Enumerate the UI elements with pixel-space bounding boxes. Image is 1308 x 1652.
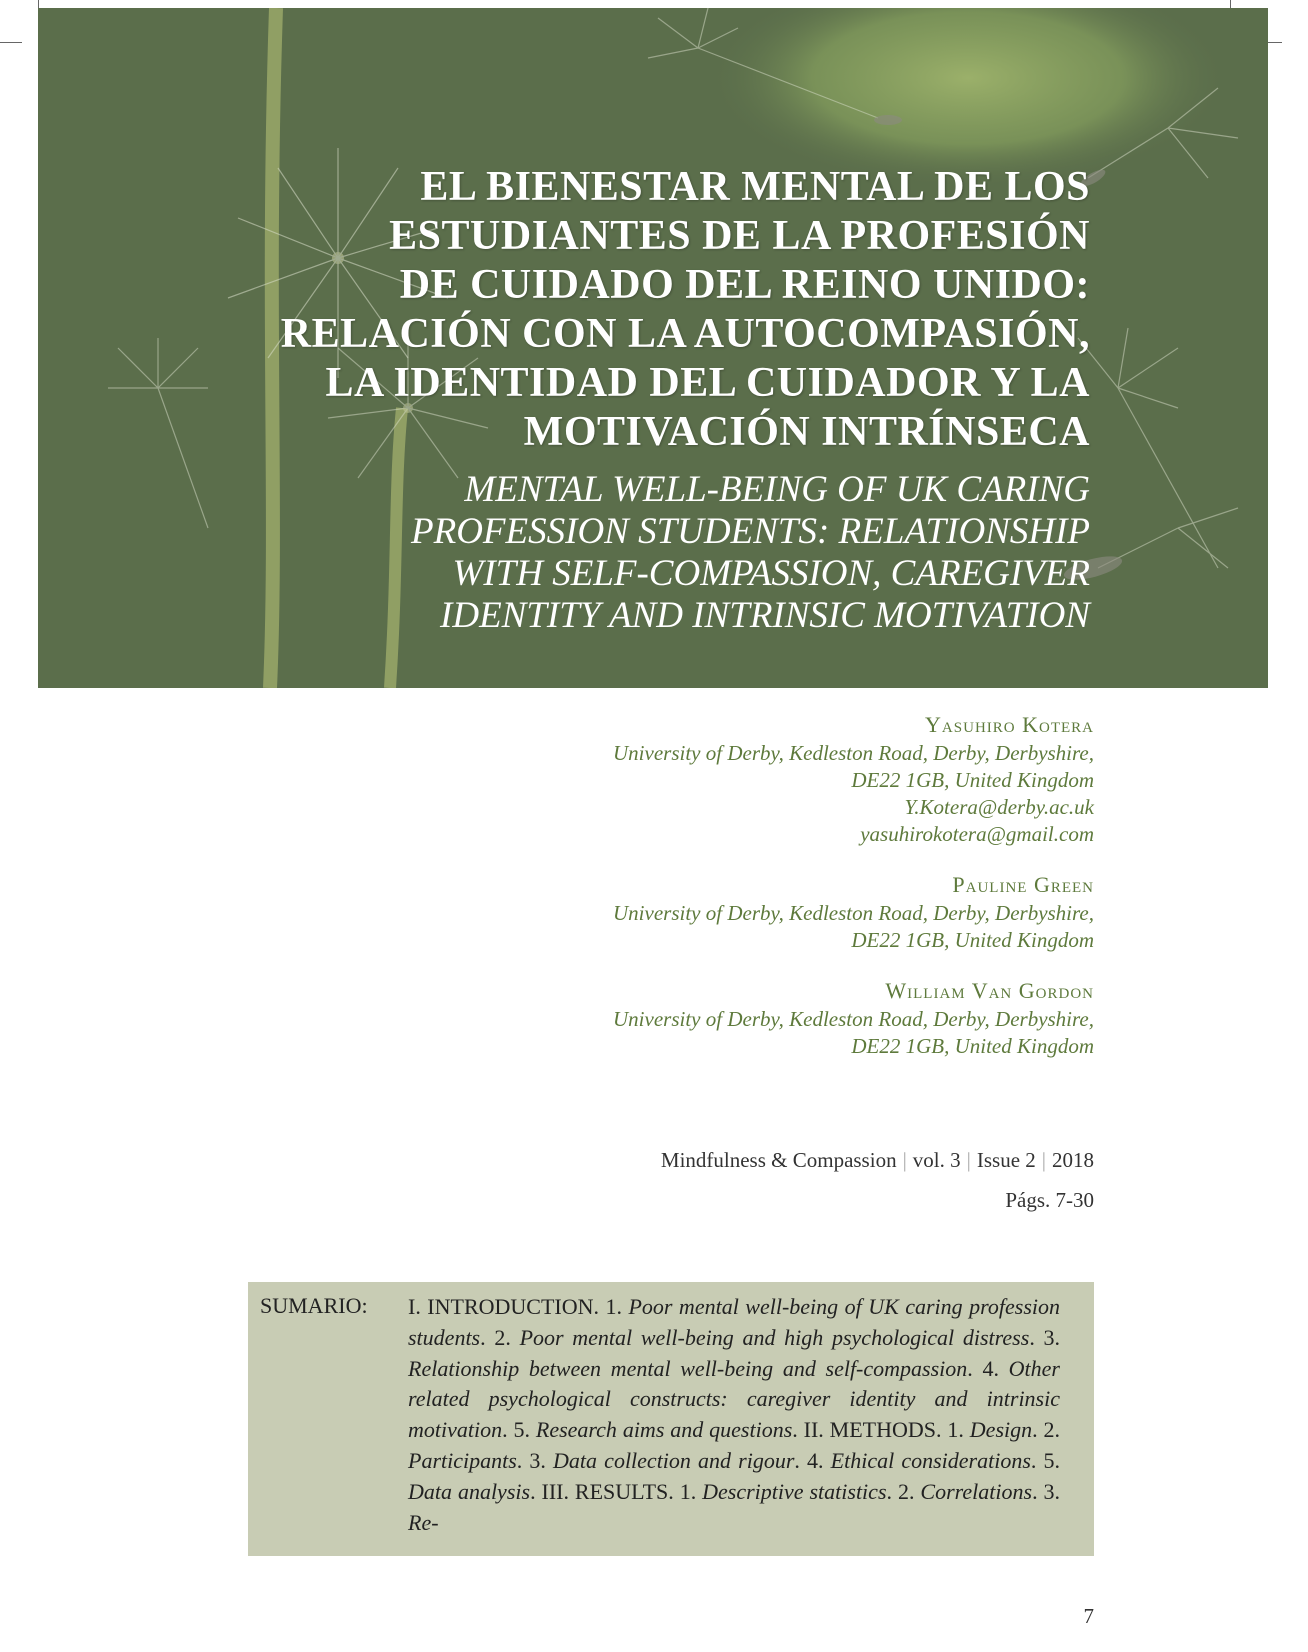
summary-item-title: Design: [969, 1417, 1033, 1443]
summary-item-number: . 4.: [967, 1355, 1009, 1381]
journal-issue: Issue 2: [976, 1148, 1036, 1172]
email-link[interactable]: Y.Kotera@derby.ac.uk: [904, 795, 1094, 819]
summary-item-title: Re-: [408, 1509, 439, 1535]
title-spanish: [130, 163, 1090, 457]
title-line: IDENTITY AND INTRINSIC MOTIVATION: [440, 595, 1090, 636]
separator: |: [902, 1148, 907, 1172]
page-number: 7: [1083, 1604, 1094, 1628]
summary-item-title: Correlations: [920, 1478, 1033, 1504]
author-list: [394, 710, 1094, 1082]
title-line: ESTUDIANTES DE LA PROFESIÓN: [389, 213, 1090, 259]
journal-citation: [661, 1148, 1094, 1173]
summary-item-title: Data collection and rigour: [553, 1447, 795, 1473]
summary-item-number: . 3.: [516, 1447, 554, 1473]
affiliation-line: University of Derby, Kedleston Road, Derby, Derbyshire,: [613, 741, 1094, 765]
affiliation-line: University of Derby, Kedleston Road, Derby, Derbyshire,: [613, 901, 1094, 925]
title-line: WITH SELF-COMPASSION, CAREGIVER: [452, 553, 1090, 594]
affiliation-line: DE22 1GB, United Kingdom: [851, 1034, 1094, 1058]
summary-item-number: . 3.: [1032, 1478, 1061, 1504]
summary-item-number: . 3.: [1029, 1324, 1061, 1350]
summary-item-title: Descriptive statistics: [702, 1478, 887, 1504]
summary-item-title: Research aims and questions: [535, 1417, 793, 1443]
summary-item-title: Relationship between mental well-being and self-compassion: [408, 1355, 968, 1381]
title-line: RELACIÓN CON LA AUTOCOMPASIÓN,: [280, 311, 1090, 357]
email-link[interactable]: yasuhirokotera@gmail.com: [860, 822, 1094, 846]
summary-item-number: . 5.: [1030, 1447, 1061, 1473]
title-line: LA IDENTIDAD DEL CUIDADOR Y LA: [325, 360, 1090, 406]
author-name: Pauline Green: [952, 872, 1094, 897]
crop-mark: [0, 42, 22, 43]
journal-name: Mindfulness & Compassion: [660, 1148, 897, 1172]
summary-box: [248, 1282, 1094, 1556]
summary-item-number: I. INTRODUCTION. 1.: [408, 1294, 629, 1319]
title-english: [130, 469, 1090, 637]
summary-item-title: Poor mental well-being of UK caring profession students: [408, 1294, 1060, 1350]
journal-volume: vol. 3: [912, 1148, 961, 1172]
journal-year: 2018: [1052, 1148, 1094, 1172]
title-banner: [38, 8, 1268, 688]
article-titles: [130, 163, 1090, 637]
summary-item-number: . 2.: [480, 1324, 520, 1350]
summary-item-title: Ethical considerations: [830, 1447, 1031, 1473]
summary-item-number: . II. METHODS. 1.: [792, 1417, 970, 1443]
author-block: [394, 710, 1094, 848]
summary-item-title: Poor mental well-being and high psychological distress: [519, 1324, 1030, 1350]
title-line: MOTIVACIÓN INTRÍNSECA: [523, 409, 1090, 455]
summary-item-number: . 4.: [794, 1447, 831, 1473]
page-range: Págs. 7-30: [1005, 1188, 1094, 1212]
summary-item-title: Participants: [408, 1447, 517, 1473]
author-block: [394, 976, 1094, 1060]
title-line: PROFESSION STUDENTS: RELATIONSHIP: [411, 511, 1090, 552]
author-name: Yasuhiro Kotera: [925, 712, 1094, 737]
affiliation-line: University of Derby, Kedleston Road, Derby, Derbyshire,: [613, 1007, 1094, 1031]
separator: |: [1041, 1148, 1046, 1172]
separator: |: [966, 1148, 971, 1172]
summary-item-number: . 2.: [1032, 1417, 1061, 1443]
title-line: MENTAL WELL-BEING OF UK CARING: [464, 469, 1090, 510]
summary-text: [408, 1292, 1060, 1538]
author-name: William Van Gordon: [885, 978, 1094, 1003]
author-block: [394, 870, 1094, 954]
summary-item-number: . 5.: [502, 1417, 536, 1443]
summary-item-number: . 2.: [886, 1478, 921, 1504]
affiliation-line: DE22 1GB, United Kingdom: [851, 928, 1094, 952]
summary-item-title: Other related psychological constructs: caregiver identity and intrinsic motivation: [408, 1355, 1060, 1443]
title-line: DE CUIDADO DEL REINO UNIDO:: [399, 262, 1090, 308]
summary-item-number: . III. RESULTS. 1.: [530, 1478, 703, 1504]
summary-label: SUMARIO:: [260, 1293, 368, 1318]
title-line: EL BIENESTAR MENTAL DE LOS: [420, 164, 1090, 210]
affiliation-line: DE22 1GB, United Kingdom: [851, 768, 1094, 792]
summary-item-title: Data analysis: [408, 1478, 531, 1504]
